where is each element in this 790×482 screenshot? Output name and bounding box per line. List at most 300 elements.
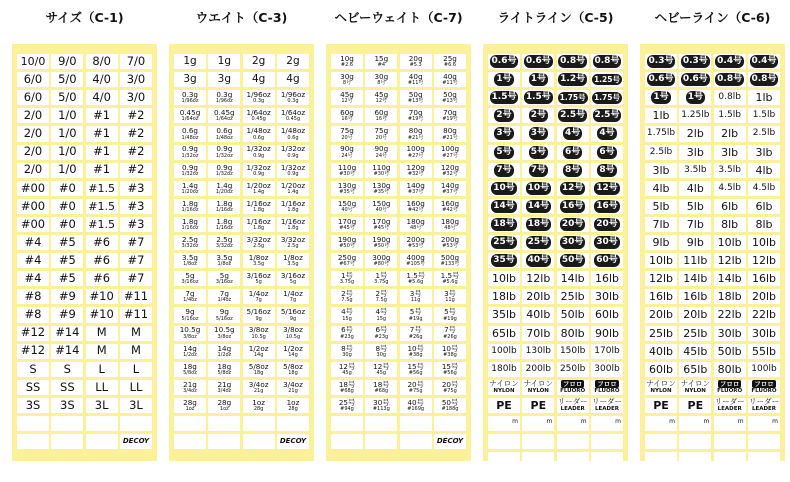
label-cell — [400, 307, 432, 322]
label-cell — [557, 181, 589, 196]
label-text: 18号 — [493, 218, 515, 229]
label-cell — [51, 344, 83, 359]
label-row — [331, 235, 466, 250]
label-row — [174, 289, 309, 304]
sheet-title: ヘビーライン（C-6) — [654, 10, 771, 25]
label-text: 25lb — [560, 290, 585, 304]
label-cell — [645, 362, 677, 377]
label-cell — [645, 380, 677, 395]
label-subtext: 5/16oz — [215, 315, 233, 322]
label-cell — [120, 362, 152, 377]
label-text: 0.3g — [182, 90, 198, 100]
label-text: 0.6号 — [682, 74, 708, 85]
label-subtext: 1.4g — [253, 188, 265, 195]
label-cell — [243, 271, 275, 286]
label-cell — [51, 398, 83, 413]
label-row — [488, 72, 623, 87]
label-text: 5/8oz — [248, 361, 269, 371]
label-text: 130lb — [525, 345, 552, 356]
label-cell — [557, 326, 589, 341]
label-text: 80lb — [717, 362, 742, 376]
label-text: 140g — [406, 180, 425, 190]
label-cell — [208, 217, 240, 232]
label-subtext: 3/4oz — [217, 387, 232, 394]
label-cell — [365, 235, 397, 250]
label-subtext: 3/16oz — [181, 279, 199, 286]
label-cell — [400, 344, 432, 359]
label-text: 45lb — [683, 344, 708, 358]
label-subtext: 48号 — [409, 225, 422, 232]
label-text: ナイロン — [489, 379, 519, 389]
label-text: 190g — [372, 235, 391, 244]
label-cell — [17, 108, 49, 123]
label-row — [488, 307, 623, 322]
label-row — [174, 271, 309, 286]
label-subtext: 1.8g — [253, 206, 265, 213]
label-cell — [86, 72, 118, 87]
label-text: ナイロン — [523, 379, 554, 389]
label-cell — [434, 163, 466, 178]
brand-logo: DECOY — [436, 437, 464, 446]
label-text: 0.45g — [214, 108, 235, 118]
blank-label-cell — [748, 434, 780, 449]
label-cell — [714, 398, 746, 413]
label-row — [331, 326, 466, 341]
label-text: 5g — [219, 271, 229, 281]
label-cell — [714, 235, 746, 250]
label-cell — [120, 145, 152, 160]
label-text: #1 — [93, 162, 111, 177]
label-cell — [277, 344, 309, 359]
label-row — [488, 362, 623, 377]
label-cell — [174, 126, 206, 141]
label-text: 60g — [340, 108, 354, 118]
label-cell — [365, 380, 397, 395]
label-text: L — [132, 361, 140, 376]
label-cell — [120, 398, 152, 413]
label-text: #6 — [93, 253, 111, 267]
blank-label-cell — [17, 416, 49, 431]
label-subtext: 1/2oz — [217, 351, 232, 358]
label-text: 90g — [374, 144, 389, 154]
label-text: 40号 — [527, 255, 550, 266]
label-text: 2.5g — [182, 235, 198, 244]
label-text: #6 — [93, 235, 111, 249]
label-text: #10 — [89, 307, 114, 322]
label-subtext: 1/96oz — [215, 98, 233, 105]
label-text: 1/48oz — [280, 126, 306, 136]
label-subtext: #11号 — [442, 80, 458, 87]
label-cell — [679, 181, 711, 196]
blank-label-cell — [86, 434, 118, 449]
label-cell — [365, 307, 397, 322]
blank-row — [17, 434, 152, 449]
label-cell — [714, 380, 746, 395]
label-text: SS — [60, 379, 75, 394]
label-text: 1/8oz — [283, 253, 303, 263]
blank-label-cell — [748, 452, 780, 467]
label-text: 2/0 — [23, 144, 43, 159]
label-text: 3lb — [755, 145, 773, 159]
label-cell — [645, 72, 677, 87]
label-cell — [120, 253, 152, 268]
label-row — [17, 54, 152, 69]
label-cell — [400, 181, 432, 196]
label-cell — [522, 344, 554, 359]
blank-row — [488, 452, 623, 467]
label-cell — [365, 253, 397, 268]
label-text: 60lb — [594, 308, 619, 322]
blank-row — [174, 434, 309, 449]
label-subtext: 28g — [253, 406, 264, 413]
label-text: #5 — [58, 271, 76, 286]
label-cell — [591, 289, 623, 304]
label-text: 4/0 — [92, 72, 111, 86]
label-subtext: #27号 — [407, 152, 424, 159]
label-text: 4lb — [686, 181, 704, 195]
label-text: 60g — [374, 108, 389, 118]
label-row — [488, 380, 623, 395]
label-text: 75g — [374, 126, 389, 136]
label-subtext: 1oz — [219, 406, 229, 413]
label-text: LL — [95, 379, 109, 394]
label-cell — [591, 72, 623, 87]
label-row — [488, 90, 623, 105]
label-text: 1/0 — [58, 144, 77, 159]
label-text: 1号 — [496, 74, 512, 85]
label-cell — [17, 145, 49, 160]
label-row — [174, 253, 309, 268]
label-cell — [679, 235, 711, 250]
label-text: 8号 — [565, 164, 581, 175]
label-cell — [277, 90, 309, 105]
label-text: 30g — [340, 72, 354, 82]
label-text: 6/0 — [23, 90, 43, 105]
label-text: 14g — [217, 343, 232, 353]
label-text: 0.8号 — [751, 74, 777, 85]
label-cell — [120, 181, 152, 196]
label-subtext: 24号 — [341, 152, 353, 159]
label-row — [174, 362, 309, 377]
label-subtext: FLUORO — [560, 388, 586, 395]
label-cell — [400, 362, 432, 377]
label-cell — [748, 72, 780, 87]
label-cell — [331, 344, 363, 359]
label-cell — [679, 163, 711, 178]
label-text: 65lb — [683, 362, 708, 376]
label-text: 1.4g — [216, 180, 233, 190]
label-text: #2 — [127, 162, 145, 177]
label-text: 1/64oz — [246, 108, 271, 118]
label-cell — [748, 398, 780, 413]
label-text: 6号 — [565, 146, 581, 157]
label-text: 15g — [374, 54, 389, 63]
label-subtext: #105号 — [406, 261, 426, 268]
label-cell — [522, 380, 554, 395]
label-subtext: 1/2oz — [183, 351, 197, 358]
label-text: #00 — [20, 180, 46, 195]
label-row — [488, 326, 623, 341]
label-subtext: #19g — [408, 315, 423, 322]
label-text: 3/32oz — [280, 235, 306, 244]
label-row — [331, 145, 466, 160]
blank-label-cell — [679, 452, 711, 467]
label-cell — [557, 235, 589, 250]
label-cell — [17, 253, 49, 268]
label-cell — [17, 307, 49, 322]
label-cell — [120, 126, 152, 141]
label-cell — [434, 108, 466, 123]
label-row — [645, 235, 780, 250]
label-text: 30号 — [596, 237, 618, 248]
label-cell — [277, 145, 309, 160]
label-text: 150lb — [559, 345, 586, 356]
label-row — [645, 289, 780, 304]
label-text: 20lb — [683, 308, 708, 322]
label-text: 7号 — [496, 164, 512, 175]
label-cell — [331, 253, 363, 268]
label-text: リーダー — [714, 397, 745, 407]
label-cell — [86, 90, 118, 105]
label-row — [17, 72, 152, 87]
label-cell — [51, 163, 83, 178]
label-text: 1.75号 — [559, 93, 586, 103]
label-text: M — [131, 343, 141, 358]
label-cell — [51, 271, 83, 286]
label-cell — [120, 54, 152, 69]
blank-row — [174, 416, 309, 431]
label-text: 16号 — [561, 200, 584, 211]
label-cell — [243, 344, 275, 359]
label-cell — [174, 253, 206, 268]
label-cell — [488, 163, 520, 178]
label-text: 4g — [286, 73, 300, 86]
label-cell — [17, 90, 49, 105]
label-cell — [243, 90, 275, 105]
sheet-title: ライトライン（C-5) — [497, 10, 614, 25]
label-text: S — [63, 361, 71, 376]
label-text: 70g — [443, 108, 457, 118]
label-cell — [557, 307, 589, 322]
label-subtext: 1/16oz — [181, 206, 199, 213]
label-text: 16号 — [596, 200, 618, 211]
label-subtext: #37号 — [442, 188, 458, 195]
label-text: 7lb — [686, 217, 704, 231]
label-text: 50lb — [560, 308, 585, 322]
label-cell — [714, 253, 746, 268]
label-text: 18g — [183, 361, 197, 371]
label-text: 20g — [408, 54, 423, 63]
label-cell — [434, 362, 466, 377]
label-cell — [488, 90, 520, 105]
label-subtext: #38g — [443, 351, 457, 358]
label-text: #8 — [24, 289, 42, 304]
label-text: 22lb — [751, 308, 776, 322]
label-cell — [748, 344, 780, 359]
label-text: 1/4oz — [248, 289, 269, 299]
label-subtext: NYLON — [650, 387, 672, 394]
label-cell — [400, 163, 432, 178]
label-cell — [679, 344, 711, 359]
label-text: 140g — [440, 180, 460, 190]
label-subtext: 45g — [376, 369, 387, 376]
label-cell — [488, 271, 520, 286]
label-cell — [120, 108, 152, 123]
label-text: 65lb — [491, 326, 517, 340]
label-cell — [365, 199, 397, 214]
label-subtext: 3/32oz — [215, 243, 233, 250]
sheet-card — [169, 44, 314, 461]
label-text: 200g — [406, 235, 425, 244]
blank-label-cell — [365, 434, 397, 449]
label-text: 0.3g — [216, 90, 233, 100]
label-subtext: 1/32oz — [181, 152, 199, 159]
label-subtext: 1/4oz — [183, 297, 197, 304]
label-text: 45g — [340, 90, 354, 100]
label-cell — [400, 326, 432, 341]
label-text: 100lb — [491, 345, 517, 356]
label-subtext: 1/20oz — [215, 188, 233, 195]
label-text: #1.5 — [88, 217, 116, 231]
label-cell — [120, 289, 152, 304]
sheet-card — [640, 44, 785, 461]
label-subtext: #13号 — [442, 98, 458, 105]
label-cell — [748, 362, 780, 377]
label-subtext: #42号 — [407, 206, 424, 213]
label-text: 30号 — [373, 397, 390, 407]
label-cell — [51, 235, 83, 250]
label-text: 3/8oz — [283, 325, 303, 335]
label-text: #0 — [58, 198, 76, 213]
label-subtext: #50号 — [339, 243, 355, 250]
label-cell — [591, 271, 623, 286]
label-text: 1/32oz — [246, 162, 271, 172]
label-cell — [645, 307, 677, 322]
label-subtext: 0.6g — [287, 134, 299, 141]
label-cell — [488, 307, 520, 322]
label-cell — [86, 199, 118, 214]
label-subtext: LEADER — [717, 405, 742, 412]
label-text: 1/0 — [58, 126, 77, 141]
label-cell — [243, 380, 275, 395]
label-row — [174, 398, 309, 413]
label-row — [331, 271, 466, 286]
label-subtext: 10.5g — [285, 333, 301, 340]
label-subtext: #5.6g — [442, 279, 458, 286]
label-cell — [174, 217, 206, 232]
label-text: 1.25lb — [681, 110, 710, 121]
label-subtext: 2.5g — [253, 243, 265, 250]
label-cell — [591, 362, 623, 377]
label-cell — [591, 90, 623, 105]
label-cell — [522, 271, 554, 286]
label-cell — [86, 145, 118, 160]
label-text: 5号 — [530, 146, 546, 157]
label-text: 400g — [406, 253, 425, 263]
label-cell — [208, 235, 240, 250]
label-text: 1/32oz — [280, 162, 306, 172]
label-cell — [277, 289, 309, 304]
label-cell — [557, 289, 589, 304]
sheet-title: ウエイト（C-3) — [195, 10, 288, 25]
label-text: 9lb — [686, 236, 704, 250]
label-row — [331, 307, 466, 322]
label-text: 3/16oz — [280, 271, 306, 281]
label-subtext: 11g — [445, 297, 455, 304]
label-cell — [208, 72, 240, 87]
label-cell — [17, 289, 49, 304]
label-text: 16lb — [751, 272, 776, 286]
label-subtext: 1/64oz — [181, 116, 199, 123]
label-row — [331, 199, 466, 214]
label-subtext: FLUORO — [717, 388, 743, 395]
label-text: 40lb — [526, 308, 551, 322]
label-cell — [51, 307, 83, 322]
label-subtext: #45号 — [373, 225, 390, 232]
label-text: 50lb — [717, 344, 742, 358]
label-cell — [174, 199, 206, 214]
label-text: 0.9g — [216, 162, 233, 172]
label-text: 1号 — [687, 92, 703, 103]
label-subtext: 1.8g — [253, 225, 265, 232]
label-text: 80g — [408, 126, 423, 136]
label-cell — [208, 398, 240, 413]
label-text: M — [96, 343, 107, 358]
label-subtext: FLUORO — [594, 388, 620, 395]
label-text: 7号 — [409, 325, 422, 335]
label-subtext: 8号 — [342, 80, 352, 87]
label-row — [645, 271, 780, 286]
label-text: 2号 — [530, 110, 546, 121]
label-subtext: 0.9g — [287, 152, 299, 159]
label-text: #0 — [58, 180, 76, 195]
label-cell — [51, 181, 83, 196]
label-subtext: 18g — [288, 369, 298, 376]
label-text: 1/2oz — [248, 343, 269, 353]
label-text: 0.8号 — [594, 56, 620, 67]
meter-label-cell — [591, 416, 623, 431]
label-text: 1.5lb — [752, 110, 776, 121]
label-text: 2lb — [686, 127, 704, 141]
label-cell — [208, 253, 240, 268]
label-text: 1.5号 — [440, 271, 460, 281]
label-text: 30g — [374, 72, 389, 82]
label-text: 0.8号 — [560, 56, 586, 67]
label-cell — [557, 271, 589, 286]
label-subtext: 10.5g — [251, 333, 266, 340]
label-row — [488, 344, 623, 359]
label-cell — [400, 72, 432, 87]
label-cell — [208, 344, 240, 359]
label-text: #7 — [127, 253, 145, 267]
label-cell — [645, 217, 677, 232]
label-cell — [277, 380, 309, 395]
label-cell — [120, 307, 152, 322]
label-subtext: 1/16oz — [181, 225, 199, 232]
label-cell — [243, 307, 275, 322]
label-subtext: #26g — [443, 333, 457, 340]
label-text: 120g — [406, 162, 425, 172]
label-text: フロロ — [562, 379, 583, 388]
label-cell — [645, 54, 677, 69]
meter-label-cell — [748, 416, 780, 431]
label-text: 2g — [251, 55, 266, 68]
label-cell — [120, 72, 152, 87]
label-cell — [591, 145, 623, 160]
label-subtext: 3/8oz — [183, 333, 197, 340]
label-text: 20号 — [441, 379, 459, 389]
label-subtext: 5/8oz — [183, 369, 197, 376]
